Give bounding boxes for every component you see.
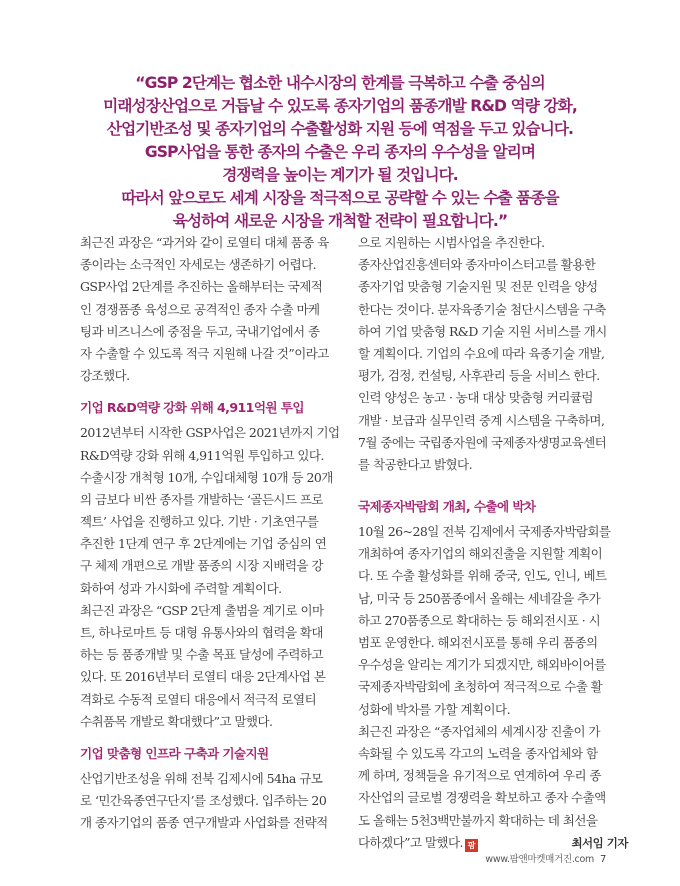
pull-quote-line: GSP사업을 통한 종자의 수출은 우리 종자의 우수성을 알리며 <box>144 143 536 161</box>
right-column <box>358 232 632 854</box>
text-line: 10월 26~28일 전북 김제에서 국제종자박람회를 <box>358 524 611 540</box>
text-line: 로 ‘민간육종연구단지’를 조성했다. 입주하는 20 <box>80 793 327 809</box>
text-line: 다. 또 수출 활성화를 위해 중국, 인도, 인니, 베트 <box>358 568 607 584</box>
text-line: 강조했다. <box>80 368 130 384</box>
text-line: 최근진 과장은 “종자업체의 세계시장 진출이 가 <box>358 723 600 739</box>
text-line: 있다. 또 2016년부터 로열티 대응 2단계사업 본 <box>80 669 326 685</box>
text-line: 추진한 1단계 연구 후 2단계에는 기업 중심의 연 <box>80 536 327 552</box>
page-number: 7 <box>599 854 606 865</box>
text-line: 우수성을 알리는 계기가 되겠지만, 해외바이어를 <box>358 657 606 673</box>
section-seed-fair-body <box>358 521 632 854</box>
text-line: 하여 기업 맞춤형 R&D 기술 지원 서비스를 개시 <box>358 323 607 339</box>
pull-quote-line: 따라서 앞으로도 세계 시장을 적극적으로 공략할 수 있는 수출 품종을 <box>121 189 559 207</box>
text-line: 구 체제 개편으로 개발 품종의 시장 지배력을 강 <box>80 558 323 574</box>
text-line: 개 종자기업의 품종 연구개발과 사업화를 전략적 <box>80 815 328 831</box>
intro-paragraph <box>80 232 350 387</box>
text-line: 최근진 과장은 “GSP 2단계 출범을 계기로 이마 <box>80 602 324 618</box>
text-line: 개발 · 보급과 실무인력 중계 시스템을 구축하며, <box>358 412 605 428</box>
text-line: 종자기업 맞춤형 기술지원 및 전문 인력을 양성 <box>358 279 598 295</box>
section-rnd-body <box>80 422 350 733</box>
section-infra-body <box>80 768 350 835</box>
text-line: 화하여 성과 가시화에 주력할 계획이다. <box>80 580 282 596</box>
text-line: 트, 하나로마트 등 대형 유통사와의 협력을 확대 <box>80 625 323 640</box>
left-column <box>80 232 350 835</box>
pull-quote-line: 경쟁력을 높이는 계기가 될 것입니다. <box>222 166 458 184</box>
text-line: 할 계획이다. 기업의 수요에 따라 육종기술 개발, <box>358 345 605 361</box>
text-line: 젝트’ 사업을 진행하고 있다. 기반 · 기초연구를 <box>80 514 319 530</box>
text-line: 종자산업진흥센터와 종자마이스터고를 활용한 <box>358 257 596 273</box>
pull-quote <box>0 72 680 233</box>
reporter-byline: 최서임 기자 <box>571 835 628 850</box>
text-line: 인력 양성은 농고 · 농대 대상 맞춤형 커리큘럼 <box>358 390 593 406</box>
footer-url: www.팜앤마켓매거진.com <box>485 854 594 865</box>
text-line: 평가, 검정, 컨설팅, 사후관리 등을 서비스 한다. <box>358 368 600 384</box>
text-line: 격화로 수동적 로열티 대응에서 적극적 로열티 <box>80 691 317 707</box>
text-line: 종이라는 소극적인 자세로는 생존하기 어렵다. <box>80 257 317 273</box>
text-line: 를 착공한다고 밝혔다. <box>358 456 472 472</box>
text-line: 국제종자박람회에 초청하여 적극적으로 수출 활 <box>358 679 603 695</box>
text-line: 2012년부터 시작한 GSP사업은 2021년까지 기업 <box>80 425 340 441</box>
text-line: 께 하며, 정책들을 유기적으로 연계하여 우리 종 <box>358 768 601 784</box>
text-line: R&D역량 강화 위해 4,911억원 투입하고 있다. <box>80 447 324 463</box>
text-line: 자 수출할 수 있도록 적극 지원해 나갈 것”이라고 <box>80 345 329 361</box>
text-line: 수출시장 개척형 10개, 수입대체형 10개 등 20개 <box>80 469 333 485</box>
text-line: 한다는 것이다. 분자육종기술 첨단시스템을 구축 <box>358 301 606 317</box>
text-line: 성화에 박차를 가할 계획이다. <box>358 701 510 717</box>
section-heading-infra: 기업 맞춤형 인프라 구축과 기술지원 <box>80 745 269 761</box>
pull-quote-line: 산업기반조성 및 종자기업의 수출활성화 지원 등에 역점을 두고 있습니다. <box>106 120 574 138</box>
text-line: 하는 등 품종개발 및 수출 목표 달성에 주력하고 <box>80 647 323 663</box>
end-mark-icon: 팜 <box>465 839 478 852</box>
text-line: 자산업의 글로벌 경쟁력을 확보하고 종자 수출액 <box>358 790 606 806</box>
text-line: 팅과 비즈니스에 중점을 두고, 국내기업에서 종 <box>80 323 320 339</box>
text-line: 수취품목 개발로 확대했다”고 말했다. <box>80 713 273 729</box>
text-line: 산업기반조성을 위해 전북 김제시에 54ha 규모 <box>80 770 323 786</box>
text-line: 최근진 과장은 “과거와 같이 로열티 대체 품종 육 <box>80 235 329 250</box>
text-line: 남, 미국 등 250품종에서 올해는 세네갈을 추가 <box>358 590 601 606</box>
section-heading-rnd: 기업 R&D역량 강화 위해 4,911억원 투입 <box>80 400 304 416</box>
text-line: 7월 중에는 국립종자원에 국제종자생명교육센터 <box>358 434 607 450</box>
closing-sentence: 다하겠다”고 말했다. <box>358 834 463 850</box>
page-footer <box>485 851 606 865</box>
text-line: 개최하여 종자기업의 해외진출을 지원할 계획이 <box>358 546 603 562</box>
pull-quote-line: 미래성장산업으로 거듭날 수 있도록 종자기업의 품종개발 R&D 역량 강화, <box>103 97 577 115</box>
text-line: 범포 운영한다. 해외전시포를 통해 우리 품종의 <box>358 635 598 650</box>
text-line: 하고 270품종으로 확대하는 등 해외전시포 · 시 <box>358 612 601 628</box>
text-line: 인 경쟁품종 육성으로 공격적인 종자 수출 마케 <box>80 301 320 317</box>
pull-quote-line: “GSP 2단계는 협소한 내수시장의 한계를 극복하고 수출 중심의 <box>135 74 545 92</box>
text-line: 도 올해는 5천3백만불까지 확대하는 데 최선을 <box>358 812 598 828</box>
text-line: 의 금보다 비싼 종자를 개발하는 ‘골든시드 프로 <box>80 491 323 507</box>
section-infra-continued <box>358 232 632 476</box>
text-line: GSP사업 2단계를 추진하는 올해부터는 국제적 <box>80 279 323 295</box>
text-line: 속화될 수 있도록 각고의 노력을 종자업체와 함 <box>358 745 598 761</box>
pull-quote-line: 육성하여 새로운 시장을 개척할 전략이 필요합니다.” <box>172 212 508 230</box>
text-line: 으로 지원하는 시범사업을 추진한다. <box>358 235 545 250</box>
section-heading-seed-fair: 국제종자박람회 개최, 수출에 박차 <box>358 499 536 515</box>
